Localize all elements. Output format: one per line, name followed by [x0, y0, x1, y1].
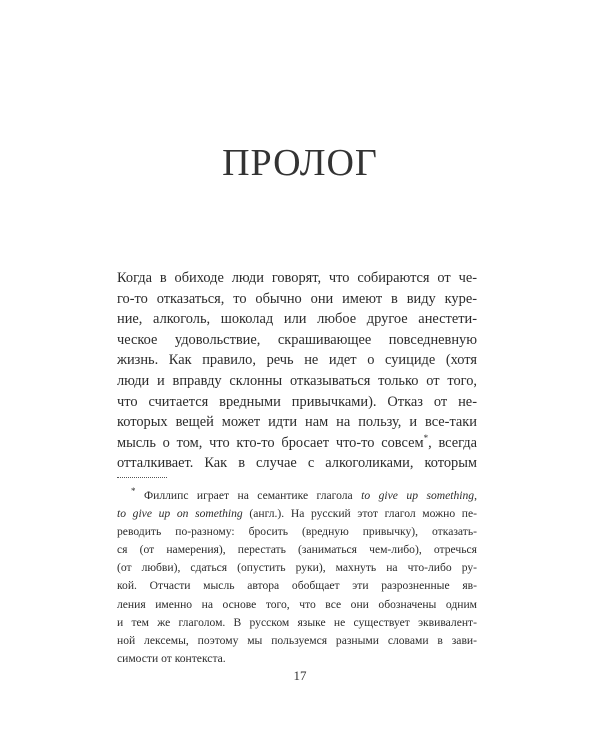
body-line: го-то отказаться, то обычно они имеют в виду куре- [117, 290, 477, 307]
footnote-text: , [474, 489, 478, 502]
footnote-line: ления именно на основе того, что все они обозначены одним [117, 597, 477, 611]
body-line-with-footnote [117, 433, 477, 454]
body-line: ческое удовольствие, скрашивающее повседневную [117, 331, 477, 348]
footnote-text: Филлипс играет на семантике глагола [143, 489, 362, 502]
footnote-text: (англ.). На русский этот глагол можно пе- [242, 507, 477, 521]
body-line: люди и вправду склонны отказываться только от того, [117, 372, 477, 389]
footnote-line [117, 505, 477, 523]
footnote-reference-marker: * [423, 432, 429, 443]
footnote-line: ной лексемы, поэтому мы пользуемся разными словами в зави- [117, 633, 477, 647]
body-line-text: мысль о том, что кто-то бросает что-то совсем [117, 434, 424, 451]
footnote-english-phrase: to give up on something [117, 507, 243, 521]
body-line: которых вещей может идти нам на пользу, и все-таки [117, 414, 477, 431]
chapter-title: ПРОЛОГ [222, 142, 378, 184]
footnote-english-phrase: to give up something [361, 489, 475, 502]
body-text [117, 268, 477, 474]
body-line: что считается вредными привычками). Отказ от не- [117, 393, 477, 410]
footnote [117, 487, 477, 668]
footnote-line: (от любви), сдаться (опустить руки), махнуть на что-либо ру- [117, 561, 477, 575]
footnote-line [117, 487, 477, 505]
footnote-line: ся (от намерения), перестать (заниматься чем-либо), отречься [117, 543, 477, 557]
body-line: отталкивает. Как в случае с алкоголиками, которым [117, 455, 477, 472]
footnote-line: симости от контекста. [117, 651, 226, 665]
footnote-separator [117, 477, 167, 478]
footnote-marker: * [131, 486, 136, 497]
footnote-line: кой. Отчасти мысль автора обобщает эти разрозненные яв- [117, 579, 477, 593]
body-line: Когда в обиходе люди говорят, что собираются от че- [117, 270, 477, 286]
footnote-line: и тем же глаголом. В русском языке не существует эквивалент- [117, 615, 477, 629]
page-number: 17 [293, 668, 307, 683]
footnote-line: реводить по-разному: бросить (вредную привычку), отказать- [117, 525, 477, 539]
body-line: ние, алкоголь, шоколад или любое другое анестети- [117, 311, 477, 328]
body-line: жизнь. Как правило, речь не идет о суициде (хотя [117, 352, 477, 369]
body-line-text: , всегда [428, 434, 477, 451]
